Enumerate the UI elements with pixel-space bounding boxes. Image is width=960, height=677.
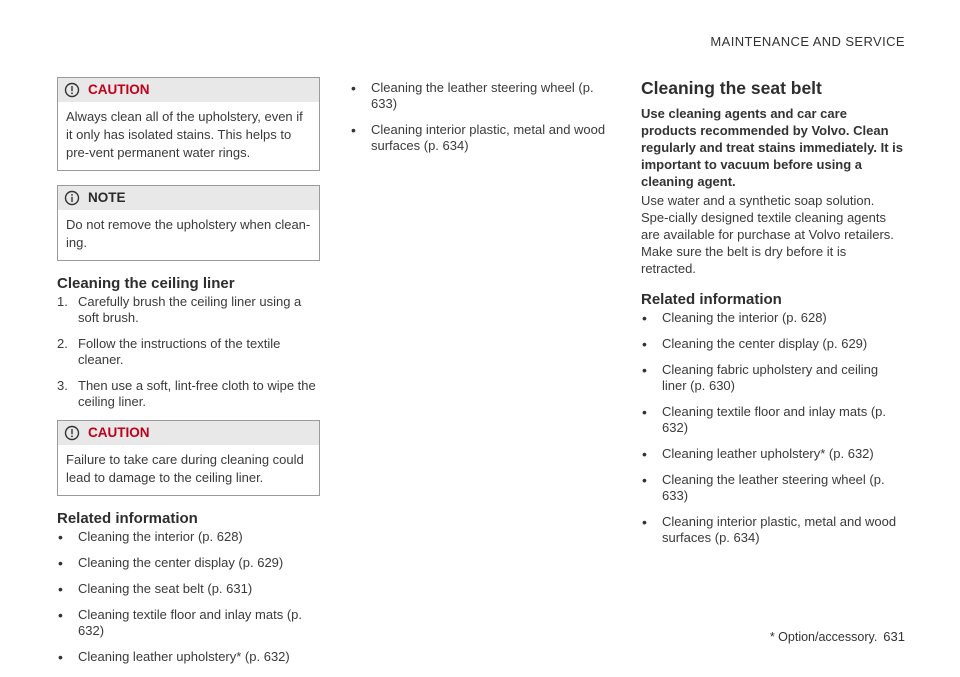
column-left bbox=[57, 77, 320, 675]
related-heading: Related information bbox=[641, 291, 782, 308]
related-link[interactable]: • Cleaning leather upholstery* (p. 632) bbox=[641, 446, 904, 462]
note-box bbox=[57, 185, 320, 261]
related-list-continued bbox=[350, 80, 613, 154]
caution-label: CAUTION bbox=[88, 425, 150, 440]
info-circle-icon bbox=[64, 190, 80, 206]
ceiling-steps bbox=[57, 294, 320, 410]
note-text: Do not remove the upholstery when clean-ing. bbox=[66, 217, 311, 250]
list-item bbox=[57, 294, 320, 326]
caution-box bbox=[57, 77, 320, 171]
step-text: Carefully brush the ceiling liner using a soft brush. bbox=[78, 294, 302, 325]
footnote: * Option/accessory. bbox=[769, 630, 878, 644]
list-item bbox=[57, 378, 320, 410]
related-link[interactable]: • Cleaning leather upholstery* (p. 632) bbox=[57, 649, 320, 665]
related-link[interactable]: • Cleaning the leather steering wheel (p. 633) bbox=[641, 472, 904, 504]
related-list bbox=[641, 310, 904, 546]
seatbelt-body: Use water and a synthetic soap solution. Spe-cially designed textile cleaning agents are available for purchase at Volvo retailers. Make sure the belt is dry before it is retracted. bbox=[641, 193, 894, 276]
related-link[interactable]: • Cleaning fabric upholstery and ceiling liner (p. 630) bbox=[641, 362, 904, 394]
related-link[interactable]: • Cleaning interior plastic, metal and wood surfaces (p. 634) bbox=[350, 122, 613, 154]
step-text: Follow the instructions of the textile cleaner. bbox=[78, 336, 281, 367]
caution-text: Failure to take care during cleaning could lead to damage to the ceiling liner. bbox=[66, 452, 304, 485]
section-header: MAINTENANCE AND SERVICE bbox=[710, 34, 905, 49]
related-link[interactable]: • Cleaning the interior (p. 628) bbox=[641, 310, 904, 326]
step-number: 1. bbox=[57, 294, 68, 309]
caution-box bbox=[57, 420, 320, 496]
related-heading: Related information bbox=[57, 510, 198, 527]
caution-text: Always clean all of the upholstery, even if it only has isolated stains. This helps to pre-vent permanent water rings. bbox=[66, 109, 303, 160]
step-number: 3. bbox=[57, 378, 68, 393]
related-link[interactable]: • Cleaning textile floor and inlay mats (p. 632) bbox=[641, 404, 904, 436]
related-link[interactable]: • Cleaning the interior (p. 628) bbox=[57, 529, 320, 545]
step-text: Then use a soft, lint-free cloth to wipe the ceiling liner. bbox=[78, 378, 316, 409]
related-link[interactable]: • Cleaning interior plastic, metal and wood surfaces (p. 634) bbox=[641, 514, 904, 546]
note-header bbox=[58, 186, 319, 210]
column-middle bbox=[350, 80, 613, 164]
seatbelt-lead: Use cleaning agents and car care products recommended by Volvo. Clean regularly and treat stains immediately. It is important to vacuum before using a cleaning agent. bbox=[641, 106, 904, 189]
caution-header bbox=[58, 78, 319, 102]
page-footer bbox=[770, 629, 905, 645]
caution-label: CAUTION bbox=[88, 82, 150, 97]
note-label: NOTE bbox=[88, 190, 126, 205]
column-right bbox=[641, 78, 904, 556]
step-number: 2. bbox=[57, 336, 68, 351]
exclamation-circle-icon bbox=[64, 82, 80, 98]
ceiling-heading: Cleaning the ceiling liner bbox=[57, 275, 235, 292]
related-link[interactable]: • Cleaning the center display (p. 629) bbox=[57, 555, 320, 571]
related-list bbox=[57, 529, 320, 665]
related-link[interactable]: • Cleaning the seat belt (p. 631) bbox=[57, 581, 320, 597]
caution-header bbox=[58, 421, 319, 445]
page-number: 631 bbox=[883, 629, 905, 644]
related-link[interactable]: • Cleaning textile floor and inlay mats (p. 632) bbox=[57, 607, 320, 639]
list-item bbox=[57, 336, 320, 368]
seatbelt-heading: Cleaning the seat belt bbox=[641, 78, 822, 98]
exclamation-circle-icon bbox=[64, 425, 80, 441]
related-link[interactable]: • Cleaning the center display (p. 629) bbox=[641, 336, 904, 352]
related-link[interactable]: • Cleaning the leather steering wheel (p. 633) bbox=[350, 80, 613, 112]
